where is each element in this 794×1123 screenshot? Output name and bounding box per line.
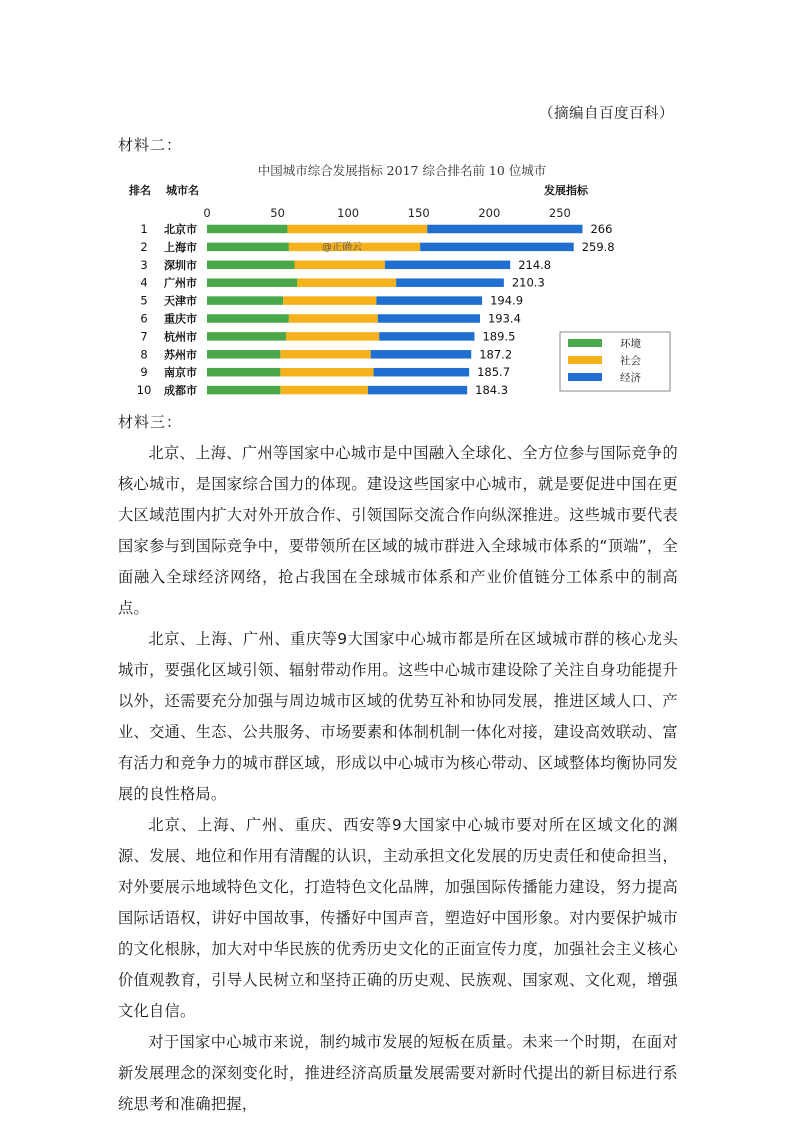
chart-title: 中国城市综合发展指标 2017 综合排名前 10 位城市 xyxy=(257,163,547,178)
bar-segment-环境 xyxy=(207,386,280,395)
bar-segment-经济 xyxy=(420,243,574,252)
bar-segment-环境 xyxy=(207,332,286,341)
watermark: @正确云 xyxy=(322,242,362,253)
material-3-body xyxy=(118,438,678,1120)
value-header: 发展指标 xyxy=(544,184,588,197)
total-label: 193.4 xyxy=(487,311,521,326)
city-label: 广州市 xyxy=(164,276,197,290)
bar-segment-社会 xyxy=(297,278,396,287)
bar-segment-经济 xyxy=(371,350,472,359)
x-tick-label: 100 xyxy=(337,206,360,220)
material-2-label: 材料二： xyxy=(118,136,183,154)
rank-label: 4 xyxy=(140,275,148,290)
bar-segment-社会 xyxy=(289,314,378,323)
x-tick-label: 200 xyxy=(478,206,501,220)
city-label: 重庆市 xyxy=(164,312,197,326)
total-label: 187.2 xyxy=(479,347,513,362)
total-label: 184.3 xyxy=(475,383,509,398)
bar-segment-社会 xyxy=(280,368,373,377)
bar-segment-经济 xyxy=(379,332,474,341)
city-label: 南京市 xyxy=(164,366,197,380)
bar-segment-经济 xyxy=(368,386,467,395)
bar-segment-经济 xyxy=(374,368,470,377)
bar-segment-社会 xyxy=(286,332,379,341)
ranking-chart xyxy=(112,162,692,402)
rank-label: 5 xyxy=(140,293,148,308)
bar-segment-经济 xyxy=(385,261,510,270)
city-label: 杭州市 xyxy=(164,330,197,344)
bar-segment-经济 xyxy=(376,296,482,305)
rank-label: 8 xyxy=(140,347,148,362)
bar-segment-环境 xyxy=(207,314,289,323)
bar-segment-环境 xyxy=(207,350,280,359)
legend-label: 社会 xyxy=(620,355,641,367)
total-label: 194.9 xyxy=(490,293,524,308)
city-label: 成都市 xyxy=(164,384,197,398)
bar-segment-环境 xyxy=(207,261,295,270)
total-label: 210.3 xyxy=(511,275,545,290)
bar-segment-社会 xyxy=(287,225,427,234)
rank-header: 排名 xyxy=(129,184,151,197)
material-3-label: 材料三： xyxy=(118,413,183,431)
city-label: 上海市 xyxy=(164,240,197,254)
legend-label: 环境 xyxy=(620,338,641,350)
bar-segment-社会 xyxy=(280,386,368,395)
bar-segment-环境 xyxy=(207,296,283,305)
rank-label: 1 xyxy=(140,222,148,236)
x-tick-label: 150 xyxy=(407,206,430,220)
paragraph: 北京、上海、广州等国家中心城市是中国融入全球化、全方位参与国际竞争的核心城市，是国家综合国力的体现。建设这些国家中心城市，就是要促进中国在更大区域范围内扩大对外开放合作、引领国际交流合作向纵深推进。这些城市要代表国家参与到国际竞争中，要带领所在区域的城市群进入全球城市体系的“顶端”，全面融入全球经济网络，抢占我国在全球城市体系和产业价值链分工体系中的制高点。 xyxy=(118,444,678,617)
bar-segment-经济 xyxy=(396,278,504,287)
city-label: 深圳市 xyxy=(164,258,197,272)
rank-label: 2 xyxy=(140,239,148,254)
bar-segment-经济 xyxy=(427,225,582,234)
city-label: 天津市 xyxy=(164,294,197,308)
rank-label: 3 xyxy=(140,257,148,272)
legend-swatch-环境 xyxy=(568,339,602,347)
bar-segment-环境 xyxy=(207,368,280,377)
bar-segment-环境 xyxy=(207,225,287,234)
city-label: 苏州市 xyxy=(164,348,197,362)
rank-label: 7 xyxy=(140,329,148,344)
legend-swatch-经济 xyxy=(568,373,602,381)
bar-segment-环境 xyxy=(207,243,289,252)
city-header: 城市名 xyxy=(166,184,199,197)
rank-label: 10 xyxy=(136,383,152,398)
x-tick-label: 50 xyxy=(270,206,285,220)
total-label: 259.8 xyxy=(581,239,615,254)
x-tick-label: 0 xyxy=(203,206,211,220)
total-label: 185.7 xyxy=(477,365,511,380)
paragraph: 北京、上海、广州、重庆、西安等9大国家中心城市要对所在区域文化的渊源、发展、地位和作用有清醒的认识，主动承担文化发展的历史责任和使命担当，对外要展示地域特色文化，打造特色文化品牌，加强国际传播能力建设，努力提高国际话语权，讲好中国故事，传播好中国声音，塑造好中国形象。对内要保护城市的文化根脉，加大对中华民族的优秀历史文化的正面宣传力度，加强社会主义核心价值观教育，引导人民树立和坚持正确的历史观、民族观、国家观、文化观，增强文化自信。 xyxy=(118,816,678,1020)
rank-label: 9 xyxy=(140,365,148,380)
bar-segment-经济 xyxy=(378,314,480,323)
bar-segment-社会 xyxy=(283,296,376,305)
city-label: 北京市 xyxy=(164,223,197,236)
bar-segment-社会 xyxy=(280,350,370,359)
total-label: 189.5 xyxy=(482,329,516,344)
source-note: （摘编自百度百科） xyxy=(539,106,674,122)
legend-label: 经济 xyxy=(620,372,641,384)
x-tick-label: 250 xyxy=(548,206,571,220)
bar-segment-环境 xyxy=(207,278,297,287)
paragraph: 北京、上海、广州、重庆等9大国家中心城市都是所在区域城市群的核心龙头城市，要强化区域引领、辐射带动作用。这些中心城市建设除了关注自身功能提升以外，还需要充分加强与周边城市区域的优势互补和协同发展，推进区域人口、产业、交通、生态、公共服务、市场要素和体制机制一体化对接，建设高效联动、富有活力和竞争力的城市群区域，形成以中心城市为核心带动、区域整体均衡协同发展的良性格局。 xyxy=(118,630,678,803)
rank-label: 6 xyxy=(140,311,148,326)
total-label: 214.8 xyxy=(518,257,552,272)
legend-swatch-社会 xyxy=(568,356,602,364)
paragraph: 对于国家中心城市来说，制约城市发展的短板在质量。未来一个时期，在面对新发展理念的深刻变化时，推进经济高质量发展需要对新时代提出的新目标进行系统思考和准确把握， xyxy=(118,1033,678,1113)
bar-segment-社会 xyxy=(295,261,385,270)
total-label: 266 xyxy=(590,222,613,236)
